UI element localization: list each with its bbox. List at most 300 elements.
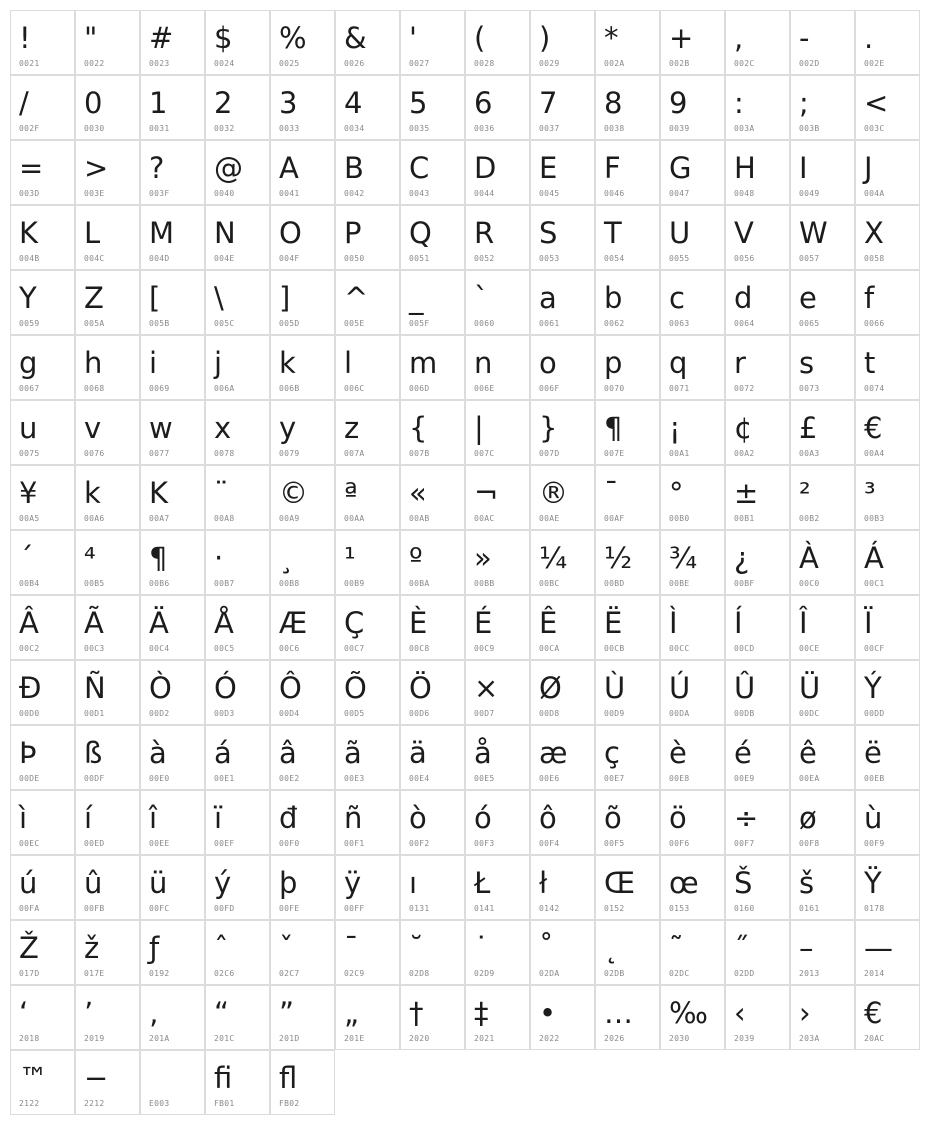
glyph-cell: [140, 595, 205, 660]
glyph-character: Å: [214, 606, 234, 640]
glyph-character: m: [409, 346, 438, 380]
glyph-code: 2122: [19, 1099, 40, 1108]
glyph-cell: [855, 75, 920, 140]
glyph-cell: [790, 75, 855, 140]
glyph-code: 00F2: [409, 839, 430, 848]
glyph-code: 00D0: [19, 709, 40, 718]
glyph-character: ì: [19, 801, 28, 835]
glyph-character: ²: [799, 476, 811, 510]
glyph-code: 00CC: [669, 644, 690, 653]
glyph-code: 0055: [669, 254, 690, 263]
glyph-cell: [855, 790, 920, 855]
glyph-character: ž: [84, 931, 100, 965]
glyph-code: 20AC: [864, 1034, 885, 1043]
glyph-code: 00F9: [864, 839, 885, 848]
glyph-cell: [725, 855, 790, 920]
glyph-character: ½: [604, 541, 633, 575]
glyph-character: Y: [19, 281, 37, 315]
glyph-code: 00BD: [604, 579, 625, 588]
glyph-character: ‡: [474, 996, 489, 1030]
glyph-character: =: [19, 151, 44, 185]
glyph-character: É: [474, 606, 493, 640]
glyph-cell: [140, 140, 205, 205]
glyph-code: 005F: [409, 319, 430, 328]
glyph-cell: [530, 595, 595, 660]
glyph-code: 00E7: [604, 774, 625, 783]
glyph-code: 0036: [474, 124, 495, 133]
glyph-character: Ò: [149, 671, 172, 705]
glyph-code: 00A9: [279, 514, 300, 523]
glyph-character: º: [409, 541, 423, 575]
glyph-character: ý: [214, 866, 232, 900]
glyph-cell: [10, 595, 75, 660]
glyph-code: 201A: [149, 1034, 170, 1043]
glyph-character: °: [669, 476, 684, 510]
glyph-code: 003C: [864, 124, 885, 133]
glyph-cell: [75, 790, 140, 855]
glyph-cell: [465, 725, 530, 790]
glyph-cell: [790, 855, 855, 920]
glyph-character: J: [864, 151, 873, 185]
glyph-cell: [725, 205, 790, 270]
glyph-cell: [790, 595, 855, 660]
glyph-cell: [790, 140, 855, 205]
glyph-code: 002D: [799, 59, 820, 68]
glyph-code: 0064: [734, 319, 755, 328]
glyph-code: 00BE: [669, 579, 690, 588]
glyph-code: 02DA: [539, 969, 560, 978]
glyph-cell: [140, 10, 205, 75]
glyph-cell: [790, 660, 855, 725]
glyph-character: ˘: [409, 931, 424, 965]
glyph-cell: [855, 205, 920, 270]
glyph-character: K: [149, 476, 169, 510]
glyph-character: G: [669, 151, 692, 185]
glyph-cell: [660, 400, 725, 465]
glyph-cell: [855, 270, 920, 335]
glyph-code: 0052: [474, 254, 495, 263]
glyph-character: œ: [669, 866, 699, 900]
glyph-code: 00C8: [409, 644, 430, 653]
glyph-character: e: [799, 281, 817, 315]
glyph-cell: [725, 400, 790, 465]
glyph-code: 00AC: [474, 514, 495, 523]
glyph-code: 006F: [539, 384, 560, 393]
glyph-cell: [855, 335, 920, 400]
glyph-code: 201D: [279, 1034, 300, 1043]
glyph-character: Á: [864, 541, 884, 575]
glyph-character: ˙: [474, 931, 489, 965]
glyph-cell: [10, 790, 75, 855]
glyph-code: 007D: [539, 449, 560, 458]
glyph-character: ﬁ: [214, 1061, 233, 1095]
glyph-code: 00B5: [84, 579, 105, 588]
glyph-character: .: [864, 21, 874, 55]
glyph-character: (: [474, 21, 486, 55]
glyph-character: 3: [279, 86, 298, 120]
glyph-character: Ö: [409, 671, 432, 705]
glyph-cell: [790, 270, 855, 335]
glyph-character: Ù: [604, 671, 626, 705]
glyph-character: Õ: [344, 671, 367, 705]
glyph-code: 2020: [409, 1034, 430, 1043]
glyph-cell: [465, 270, 530, 335]
glyph-code: 006D: [409, 384, 430, 393]
glyph-character: \: [214, 281, 224, 315]
glyph-code: 0042: [344, 189, 365, 198]
glyph-character: à: [149, 736, 167, 770]
glyph-cell: [140, 205, 205, 270]
glyph-cell: [465, 920, 530, 985]
glyph-cell: [400, 465, 465, 530]
glyph-code: 00DD: [864, 709, 885, 718]
glyph-cell: [140, 985, 205, 1050]
glyph-character: ^: [344, 281, 369, 315]
glyph-character: ¹: [344, 541, 356, 575]
glyph-code: 02DB: [604, 969, 625, 978]
glyph-cell: [205, 660, 270, 725]
glyph-character: `: [474, 281, 489, 315]
glyph-code: 006E: [474, 384, 495, 393]
glyph-code: 0031: [149, 124, 170, 133]
glyph-code: 2019: [84, 1034, 105, 1043]
glyph-code: 2039: [734, 1034, 755, 1043]
glyph-cell: [335, 660, 400, 725]
glyph-code: 00BA: [409, 579, 430, 588]
glyph-code: 2014: [864, 969, 885, 978]
glyph-character: @: [214, 151, 243, 185]
glyph-code: 003A: [734, 124, 755, 133]
glyph-cell: [270, 205, 335, 270]
glyph-cell: [595, 660, 660, 725]
glyph-code: 00A1: [669, 449, 690, 458]
glyph-character: þ: [279, 866, 298, 900]
glyph-code: 0072: [734, 384, 755, 393]
glyph-code: 0065: [799, 319, 820, 328]
glyph-character: v: [84, 411, 102, 445]
glyph-code: 0066: [864, 319, 885, 328]
glyph-code: 0073: [799, 384, 820, 393]
glyph-character: ¸: [279, 541, 294, 575]
glyph-code: 0076: [84, 449, 105, 458]
glyph-code: 00F6: [669, 839, 690, 848]
glyph-character: ·: [214, 541, 224, 575]
glyph-cell: [465, 205, 530, 270]
glyph-character: 9: [669, 86, 688, 120]
glyph-code: 00AF: [604, 514, 625, 523]
glyph-code: 0053: [539, 254, 560, 263]
glyph-code: 0161: [799, 904, 820, 913]
glyph-cell: [270, 725, 335, 790]
glyph-cell: [75, 660, 140, 725]
glyph-code: 004D: [149, 254, 170, 263]
glyph-code: 00AE: [539, 514, 560, 523]
glyph-character: ¿: [734, 541, 750, 575]
glyph-character: »: [474, 541, 492, 575]
glyph-cell: [530, 400, 595, 465]
glyph-cell: [725, 10, 790, 75]
glyph-character: D: [474, 151, 497, 185]
glyph-character: <: [864, 86, 889, 120]
glyph-character: ù: [864, 801, 883, 835]
glyph-cell: [595, 855, 660, 920]
glyph-character: ': [409, 21, 417, 55]
glyph-cell: [205, 1050, 270, 1115]
glyph-cell: [855, 140, 920, 205]
glyph-cell: [270, 270, 335, 335]
glyph-character: f: [864, 281, 875, 315]
glyph-code: 00F8: [799, 839, 820, 848]
glyph-cell: [725, 335, 790, 400]
glyph-cell: [595, 920, 660, 985]
glyph-cell: [10, 270, 75, 335]
glyph-cell: [10, 465, 75, 530]
glyph-code: 2022: [539, 1034, 560, 1043]
glyph-character: ¯: [604, 476, 619, 510]
glyph-cell: [790, 920, 855, 985]
glyph-cell: [205, 595, 270, 660]
glyph-character: j: [214, 346, 223, 380]
glyph-cell: [660, 855, 725, 920]
glyph-code: 0077: [149, 449, 170, 458]
glyph-cell: [10, 400, 75, 465]
glyph-character: ˜: [669, 931, 684, 965]
glyph-character: €: [864, 411, 883, 445]
glyph-code: 00D1: [84, 709, 105, 718]
glyph-cell: [595, 790, 660, 855]
glyph-cell: [530, 335, 595, 400]
glyph-cell: [270, 1050, 335, 1115]
glyph-character: 2: [214, 86, 233, 120]
glyph-code: 003D: [19, 189, 40, 198]
glyph-cell: [660, 10, 725, 75]
glyph-code: 0048: [734, 189, 755, 198]
glyph-cell: [10, 855, 75, 920]
glyph-character: p: [604, 346, 623, 380]
glyph-character: ÷: [734, 801, 759, 835]
glyph-character: ˇ: [279, 931, 294, 965]
glyph-code: 0067: [19, 384, 40, 393]
glyph-character: #: [149, 21, 174, 55]
glyph-character: {: [409, 411, 428, 445]
glyph-code: 0021: [19, 59, 40, 68]
glyph-code: 004E: [214, 254, 235, 263]
glyph-cell: [75, 205, 140, 270]
glyph-cell: [725, 75, 790, 140]
glyph-cell: [270, 595, 335, 660]
glyph-code: 007A: [344, 449, 365, 458]
glyph-code: 02D8: [409, 969, 430, 978]
glyph-character: Ë: [604, 606, 623, 640]
glyph-code: 02DD: [734, 969, 755, 978]
glyph-code: 0131: [409, 904, 430, 913]
glyph-code: 0061: [539, 319, 560, 328]
glyph-code: 0054: [604, 254, 625, 263]
glyph-character: ¬: [474, 476, 499, 510]
glyph-character: ˛: [604, 931, 619, 965]
glyph-character: ã: [344, 736, 362, 770]
glyph-code: 00F4: [539, 839, 560, 848]
glyph-character: ¶: [149, 541, 168, 575]
glyph-character: ƒ: [149, 931, 160, 965]
glyph-code: 00A5: [19, 514, 40, 523]
glyph-code: 003F: [149, 189, 170, 198]
glyph-character: Ł: [474, 866, 491, 900]
glyph-code: 017E: [84, 969, 105, 978]
glyph-character: Ý: [864, 671, 882, 705]
glyph-character: €: [864, 996, 883, 1030]
glyph-code: 00E0: [149, 774, 170, 783]
glyph-character: $: [214, 21, 233, 55]
glyph-cell: [660, 595, 725, 660]
glyph-code: 0033: [279, 124, 300, 133]
glyph-code: 002C: [734, 59, 755, 68]
glyph-cell: [140, 855, 205, 920]
glyph-code: 02C7: [279, 969, 300, 978]
glyph-cell: [465, 140, 530, 205]
glyph-cell: [595, 205, 660, 270]
glyph-character: i: [149, 346, 158, 380]
glyph-code: 00B4: [19, 579, 40, 588]
glyph-character: %: [279, 21, 307, 55]
glyph-code: 00C9: [474, 644, 495, 653]
glyph-character: ?: [149, 151, 165, 185]
glyph-character: ”: [279, 996, 295, 1030]
glyph-cell: [595, 985, 660, 1050]
glyph-code: 00B8: [279, 579, 300, 588]
glyph-code: 00CE: [799, 644, 820, 653]
glyph-cell: [10, 10, 75, 75]
glyph-cell: [790, 985, 855, 1050]
glyph-character: À: [799, 541, 819, 575]
glyph-character: O: [279, 216, 302, 250]
glyph-cell: [140, 530, 205, 595]
glyph-character: −: [84, 1061, 109, 1095]
glyph-character: Þ: [19, 736, 37, 770]
glyph-character: –: [799, 931, 814, 965]
glyph-character: Ú: [669, 671, 691, 705]
glyph-character: Ô: [279, 671, 302, 705]
glyph-cell: [140, 725, 205, 790]
glyph-code: 0152: [604, 904, 625, 913]
glyph-cell: [400, 790, 465, 855]
glyph-cell: [75, 140, 140, 205]
glyph-cell: [400, 10, 465, 75]
glyph-character: „: [344, 996, 360, 1030]
glyph-cell: [205, 790, 270, 855]
glyph-code: 007C: [474, 449, 495, 458]
glyph-code: 00C4: [149, 644, 170, 653]
glyph-cell: [10, 725, 75, 790]
glyph-code: 0050: [344, 254, 365, 263]
glyph-code: 0029: [539, 59, 560, 68]
glyph-character: ñ: [344, 801, 363, 835]
glyph-character: C: [409, 151, 430, 185]
glyph-cell: [140, 1050, 205, 1115]
glyph-code: 00C7: [344, 644, 365, 653]
glyph-code: 00CA: [539, 644, 560, 653]
glyph-character: 5: [409, 86, 428, 120]
glyph-code: 00A3: [799, 449, 820, 458]
glyph-character: c: [669, 281, 685, 315]
glyph-character: õ: [604, 801, 622, 835]
glyph-character: >: [84, 151, 109, 185]
glyph-cell: [595, 335, 660, 400]
glyph-cell: [400, 920, 465, 985]
glyph-cell: [400, 75, 465, 140]
glyph-code: 00F3: [474, 839, 495, 848]
glyph-code: 00CD: [734, 644, 755, 653]
glyph-code: 0027: [409, 59, 430, 68]
glyph-character: ﬂ: [279, 1061, 298, 1095]
glyph-character: F: [604, 151, 621, 185]
glyph-character: [: [149, 281, 161, 315]
glyph-code: 0058: [864, 254, 885, 263]
glyph-code: 00DB: [734, 709, 755, 718]
glyph-code: 0026: [344, 59, 365, 68]
glyph-character: T: [604, 216, 622, 250]
glyph-character: z: [344, 411, 360, 445]
glyph-cell: [530, 205, 595, 270]
glyph-character: ×: [474, 671, 499, 705]
glyph-cell: [10, 140, 75, 205]
glyph-cell: [725, 725, 790, 790]
glyph-character: ł: [539, 866, 548, 900]
glyph-code: 0059: [19, 319, 40, 328]
glyph-character: ˉ: [344, 931, 359, 965]
glyph-character: Đ: [19, 671, 42, 705]
glyph-code: 00C0: [799, 579, 820, 588]
glyph-cell: [335, 595, 400, 660]
glyph-code: 00EC: [19, 839, 40, 848]
glyph-character: 1: [149, 86, 168, 120]
glyph-cell: [465, 530, 530, 595]
glyph-code: 0032: [214, 124, 235, 133]
glyph-code: 00B2: [799, 514, 820, 523]
glyph-cell: [270, 465, 335, 530]
glyph-character: |: [474, 411, 484, 445]
glyph-cell: [660, 985, 725, 1050]
glyph-cell: [335, 530, 400, 595]
glyph-cell: [530, 920, 595, 985]
glyph-character: ä: [409, 736, 427, 770]
glyph-character: A: [279, 151, 299, 185]
glyph-cell: [140, 270, 205, 335]
glyph-cell: [660, 530, 725, 595]
glyph-code: 00E4: [409, 774, 430, 783]
glyph-cell: [790, 400, 855, 465]
glyph-code: E003: [149, 1099, 170, 1108]
glyph-character: K: [19, 216, 39, 250]
glyph-cell: [205, 10, 270, 75]
glyph-cell: [335, 75, 400, 140]
glyph-cell: [10, 205, 75, 270]
glyph-cell: [140, 400, 205, 465]
glyph-character: ú: [19, 866, 38, 900]
glyph-character: ˆ: [214, 931, 229, 965]
glyph-code: 004F: [279, 254, 300, 263]
glyph-code: 00E3: [344, 774, 365, 783]
glyph-grid: [10, 10, 920, 1115]
glyph-cell: [335, 140, 400, 205]
glyph-character: ": [84, 21, 98, 55]
glyph-character: Ø: [539, 671, 562, 705]
glyph-cell: [75, 335, 140, 400]
glyph-cell: [660, 660, 725, 725]
glyph-cell: [335, 855, 400, 920]
glyph-cell: [205, 335, 270, 400]
glyph-character: x: [214, 411, 232, 445]
